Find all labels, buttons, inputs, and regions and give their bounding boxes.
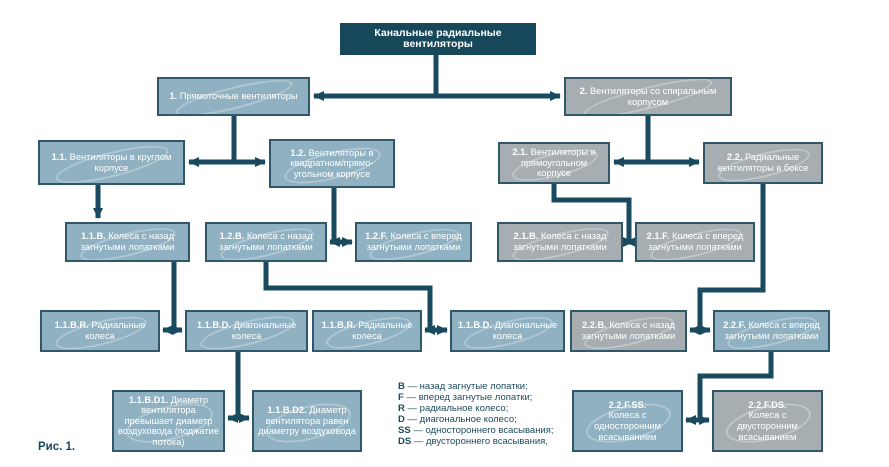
legend-key: D xyxy=(398,414,405,425)
legend-text: — двустороннего всасывания, xyxy=(413,436,548,447)
legend-text: — радиальное колесо; xyxy=(407,403,509,414)
figure-caption: Рис. 1. xyxy=(38,441,76,453)
legend-key: DS xyxy=(398,436,412,447)
node-2-2-f-code: 2.2.F. xyxy=(723,320,746,331)
node-1-1-b-r-1-label: Радиальные колеса xyxy=(85,320,146,341)
node-2-2-b xyxy=(570,310,687,352)
node-1-1-b-d2-label: Диаметр вентилятора равен диаметру воздуховода xyxy=(258,405,356,437)
node-1-1-b-r-2-label: Радиальные колеса xyxy=(352,320,413,341)
node-2-2-f-ss xyxy=(572,390,683,452)
legend-key: R xyxy=(398,403,405,414)
node-2-2-code: 2.2. xyxy=(726,152,743,163)
node-2-1-b-label: Колеса с назад загнутыми лопатками xyxy=(513,231,607,252)
node-2-1-f-label: Колеса с вперед загнутыми лопатками xyxy=(648,231,744,252)
node-2-1-b xyxy=(497,222,623,262)
legend-text: — диагональное колесо; xyxy=(407,414,517,425)
legend-item xyxy=(398,392,573,403)
node-2-2-label: Радиальные вентиляторы в боксе xyxy=(717,152,809,173)
legend-item xyxy=(398,436,573,447)
node-1-1-code: 1.1. xyxy=(51,151,68,162)
legend-key: B xyxy=(398,381,405,392)
node-1-2 xyxy=(269,139,395,188)
node-1 xyxy=(157,77,310,116)
node-2-1 xyxy=(498,142,610,184)
node-1-1-b-r-1-code: 1.1.B.R. xyxy=(54,320,89,331)
node-1-1-b-d-2-label: Диагональные колеса xyxy=(492,320,558,341)
node-2-code: 2. xyxy=(579,85,588,96)
node-2-label: Вентиляторы со спиральным корпусом xyxy=(589,85,717,107)
node-1-code: 1. xyxy=(169,91,178,102)
node-1-1-b-r-2-code: 1.1.B.R. xyxy=(321,320,356,331)
legend-key: F xyxy=(398,392,404,403)
node-1-1-b-r-2 xyxy=(312,310,422,352)
node-1-1-b-d2 xyxy=(252,390,362,452)
node-2-2-f xyxy=(713,310,830,352)
node-1-1-b xyxy=(65,222,190,262)
legend-text: — одностороннего всасывания; xyxy=(413,425,554,436)
node-1-2-f xyxy=(355,222,472,262)
node-2-1-b-code: 2.1.B. xyxy=(513,231,539,242)
node-1-1-b-label: Колеса с назад загнутыми лопатками xyxy=(80,231,175,252)
node-1-1 xyxy=(38,140,185,185)
node-1-label: Прямоточные вентиляторы xyxy=(179,91,298,102)
legend-key: SS xyxy=(398,425,411,436)
node-1-2-f-code: 1.2.F. xyxy=(365,231,388,242)
node-1-1-b-d-1-label: Диагональные колеса xyxy=(231,320,297,341)
node-1-1-b-d1-label: Диаметр вентилятора превышает диаметр воздуховода (поджатие потока) xyxy=(117,394,220,447)
node-root-label: Канальные радиальные вентиляторы xyxy=(374,27,502,50)
node-2-2-f-label: Колеса с вперед загнутыми лопатками xyxy=(724,320,820,341)
node-1-1-b-d1 xyxy=(112,390,225,452)
node-1-1-b-d-2 xyxy=(450,310,565,352)
node-1-1-b-d-1-code: 1.1.B.D. xyxy=(196,320,231,331)
node-2-2-b-code: 2.2.B. xyxy=(581,320,607,331)
legend-text: — вперед загнутые лопатки; xyxy=(406,392,533,403)
node-1-1-b-r-1 xyxy=(40,310,160,352)
node-1-2-f-label: Колеса с вперед загнутыми лопатками xyxy=(366,231,462,252)
legend-item xyxy=(398,403,573,414)
node-1-2-b xyxy=(205,222,327,262)
node-2-2-f-ds-code: 2.2.F.DS. xyxy=(748,399,787,410)
node-1-1-b-d-1 xyxy=(185,310,308,352)
legend-text: — назад загнутые лопатки; xyxy=(407,381,528,392)
node-1-1-label: Вентиляторы в круглом корпусе xyxy=(69,151,172,173)
node-1-2-b-label: Колеса с назад загнутыми лопатками xyxy=(219,231,313,252)
node-root xyxy=(340,23,536,55)
node-2-2-b-label: Колеса с назад загнутыми лопатками xyxy=(581,320,676,341)
node-2-2-f-ds xyxy=(712,390,823,452)
legend-item xyxy=(398,414,573,425)
node-2-1-f-code: 2.1.F. xyxy=(646,231,670,242)
node-2 xyxy=(564,77,732,116)
node-1-1-b-d-2-code: 1.1.B.D. xyxy=(457,320,492,331)
node-2-1-code: 2.1. xyxy=(512,147,528,158)
legend xyxy=(398,381,573,447)
node-1-1-b-d2-code: 1.1.B.D2. xyxy=(267,405,307,416)
node-1-2-label: Вентиляторы в квадратном/прямоугольном корпусе xyxy=(290,147,374,179)
node-2-2 xyxy=(703,142,823,184)
node-1-2-b-code: 1.2.B. xyxy=(219,231,245,242)
node-2-1-f xyxy=(635,222,755,262)
node-1-2-code: 1.2. xyxy=(290,147,306,158)
node-1-1-b-code: 1.1.B. xyxy=(80,231,106,242)
node-2-2-f-ds-label: Колеса с двусторонним всасыванием xyxy=(737,410,798,442)
legend-item xyxy=(398,381,573,392)
node-2-2-f-ss-label: Колеса с односторонним всасыванием xyxy=(594,410,661,442)
node-2-1-label: Вентиляторы в прямоугольном корпусе xyxy=(520,147,596,179)
node-1-1-b-d1-code: 1.1.B.D1. xyxy=(128,394,169,405)
legend-item xyxy=(398,425,573,436)
node-2-2-f-ss-code: 2.2.F.SS. xyxy=(608,399,647,410)
